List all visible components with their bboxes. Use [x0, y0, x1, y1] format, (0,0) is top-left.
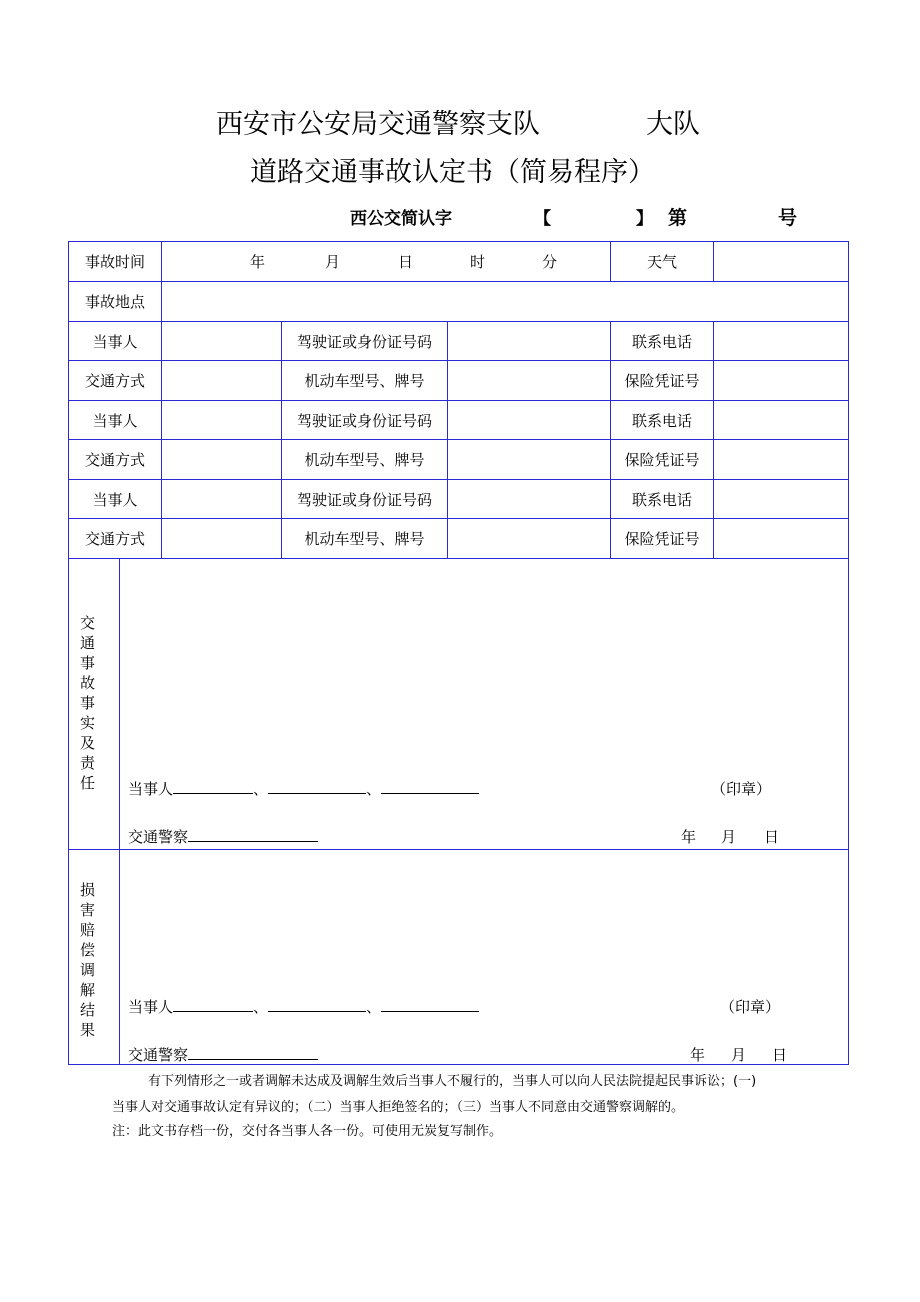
document-number-line: [0, 204, 920, 234]
year-label: 年: [250, 253, 266, 271]
transport-field[interactable]: [162, 361, 281, 400]
transport-field[interactable]: [162, 440, 281, 479]
accident-form-table: [68, 241, 849, 1065]
insurance-field[interactable]: [714, 440, 849, 479]
title-line-1: [0, 102, 920, 142]
bracket-open: 【: [534, 209, 551, 229]
insurance-label: 保险凭证号: [624, 530, 700, 548]
facts-officer-signature[interactable]: 交通警察: [128, 826, 318, 847]
title-agency: 西安市公安局交通警察支队: [216, 109, 540, 140]
mediation-officer-signature[interactable]: 交通警察: [128, 1044, 318, 1065]
facts-date-year: 年: [681, 828, 697, 846]
weather-label: 天气: [646, 253, 677, 271]
month-label: 月: [325, 253, 341, 271]
day-label: 日: [398, 253, 414, 271]
mediation-date-year: 年: [690, 1046, 706, 1064]
license-label: 驾驶证或身份证号码: [296, 411, 432, 430]
place-label: 事故地点: [84, 293, 145, 311]
weather-field[interactable]: [714, 242, 849, 281]
phone-field[interactable]: [714, 401, 849, 439]
license-field[interactable]: [448, 401, 610, 439]
phone-field[interactable]: [714, 322, 849, 360]
minute-label: 分: [542, 253, 558, 271]
party-label: 当事人: [92, 490, 138, 509]
title-brigade: 大队: [646, 109, 700, 140]
transport-label: 交通方式: [84, 530, 145, 548]
ordinal-label: 第: [668, 207, 688, 229]
vehicle-field[interactable]: [448, 361, 610, 400]
time-label: 事故时间: [84, 253, 145, 271]
license-field[interactable]: [448, 480, 610, 518]
transport-label: 交通方式: [84, 451, 145, 469]
hour-label: 时: [470, 253, 486, 271]
license-field[interactable]: [448, 322, 610, 360]
vehicle-label: 机动车型号、牌号: [304, 372, 425, 390]
mediation-date-month: 月: [731, 1046, 747, 1064]
party-name-field[interactable]: [162, 480, 281, 518]
party-name-field[interactable]: [162, 322, 281, 360]
mediation-party-signature[interactable]: 当事人 、 、: [128, 996, 479, 1017]
number-suffix: 号: [778, 207, 798, 229]
insurance-label: 保险凭证号: [624, 451, 700, 469]
party-label: 当事人: [92, 411, 138, 430]
insurance-label: 保险凭证号: [624, 372, 700, 390]
facts-seal-label: （印章）: [711, 780, 772, 798]
vehicle-field[interactable]: [448, 440, 610, 479]
transport-field[interactable]: [162, 519, 281, 558]
notes-line-1: 有下列情形之一或者调解未达成及调解生效后当事人不履行的，当事人可以向人民法院提起民事诉讼；(一): [148, 1074, 757, 1089]
bracket-close: 】: [636, 209, 653, 229]
mediation-seal-label: （印章）: [720, 998, 781, 1016]
facts-text-area[interactable]: [120, 559, 849, 779]
mediation-section-label: 损害赔偿调解结果: [78, 882, 96, 1042]
facts-party-signature[interactable]: 当事人 、 、: [128, 778, 479, 799]
license-label: 驾驶证或身份证号码: [296, 332, 432, 351]
document-title: 道路交通事故认定书（简易程序）: [250, 157, 655, 188]
notes-line-3: 注：此文书存档一份，交付各当事人各一份。可使用无炭复写制作。: [112, 1124, 503, 1139]
mediation-date-day: 日: [772, 1046, 788, 1064]
phone-label: 联系电话: [631, 490, 692, 509]
vehicle-label: 机动车型号、牌号: [304, 530, 425, 548]
party-label: 当事人: [92, 332, 138, 351]
facts-section-label: 交通事故事实及责任: [78, 615, 96, 795]
transport-label: 交通方式: [84, 372, 145, 390]
facts-date-day: 日: [764, 828, 780, 846]
insurance-field[interactable]: [714, 361, 849, 400]
party-name-field[interactable]: [162, 401, 281, 439]
vehicle-label: 机动车型号、牌号: [304, 451, 425, 469]
facts-date-month: 月: [721, 828, 737, 846]
vehicle-field[interactable]: [448, 519, 610, 558]
notes-line-2: 当事人对交通事故认定有异议的；（二）当事人拒绝签名的；（三）当事人不同意由交通警察调解的。: [112, 1100, 685, 1115]
phone-field[interactable]: [714, 480, 849, 518]
insurance-field[interactable]: [714, 519, 849, 558]
phone-label: 联系电话: [631, 411, 692, 430]
doc-prefix: 西公交简认字: [350, 209, 452, 229]
phone-label: 联系电话: [631, 332, 692, 351]
mediation-text-area[interactable]: [120, 850, 849, 995]
accident-place-field[interactable]: [162, 282, 849, 321]
license-label: 驾驶证或身份证号码: [296, 490, 432, 509]
accident-time-field[interactable]: [162, 242, 610, 281]
